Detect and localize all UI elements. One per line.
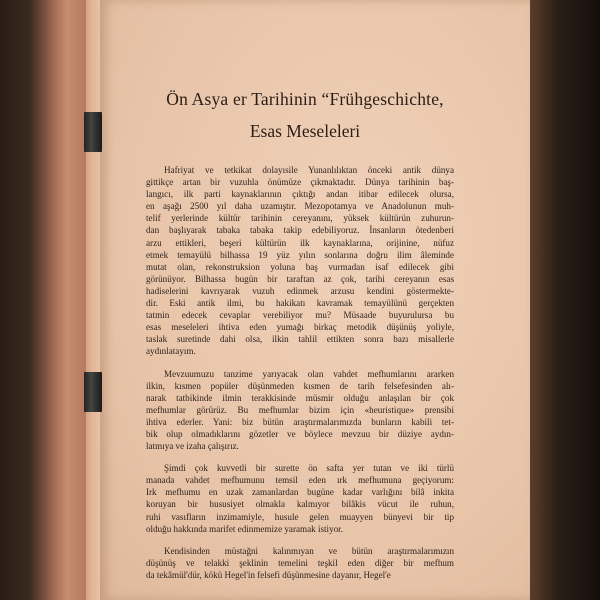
text-line: da tekâmül'dür, kökü Hegel'in felsefi düşünmesine dayanır, Hegel'e	[146, 569, 391, 580]
text-line: arzu ettikleri, beşeri kültürün ilk kaynaklarına, orijinine, nüfuz	[146, 237, 454, 248]
text-line: hadiselerini kavrıyarak vuzuh edinmek arzusu kendini göstermekte-	[146, 285, 454, 296]
text-line: tatmin edecek cevaplar verebiliyor mu? Müsaade buyurulursa bu	[146, 310, 454, 321]
text-line: koruyan bir hususiyet olmakla kalmıyor bilâkis vücut ile ruhun,	[146, 499, 454, 510]
text-line: mutat olan, rekonstruksion yoluna baş vurmadan isaf edilecek gibi	[146, 261, 454, 272]
text-line: narak tatbikinde ilmin terakkisinde müsmir olduğu anlaşılan bir çok	[146, 392, 454, 403]
text-line: etmek temayülü bilhassa 19 yüz yılın sonlarına doğru ilim âleminde	[146, 249, 454, 260]
text-line: esas meseleleri ihtiva eden yumağı birkaç metodik düşünüş yoliyle,	[146, 322, 454, 333]
paragraph	[146, 164, 454, 358]
binding-staple-top	[84, 112, 102, 152]
text-line: bik olup olmadıklarını gözetler ve böylece mevzuu bir düziye aydın-	[146, 428, 454, 439]
text-line: aydınlatayım.	[146, 346, 196, 357]
binding-strip	[86, 0, 100, 600]
text-line: taslak suretinde dahi olsa, ilkin tahlil ettikten sonra bazı misallerle	[146, 334, 454, 345]
text-line: ruhi vasıfların inzimamiyle, husule gelen muayyen bünyevi bir tip	[146, 511, 454, 522]
text-line: gittikçe artan bir vuzuhla önümüze çıkmaktadır. Dünya tarihinin baş-	[146, 177, 454, 188]
page-edge-shadow	[530, 0, 600, 600]
text-line: mefhumlar görürüz. Bu mefhumlar bizim için «heuristique» prensibi	[146, 404, 454, 415]
text-line: Irk mefhumu en uzak zamanlardan bugüne kadar varlığını bilâ inkita	[146, 487, 454, 498]
text-line: dan başlıyarak tabaka tabaka takip edebiliyoruz. İnsanların ötedenberi	[146, 225, 454, 236]
book-spine	[0, 0, 86, 600]
text-line: görünüyor. Bilhassa bugün bir taraftan az çok, tarihi cereyanın esas	[146, 273, 454, 284]
text-line: düşünüş ve telakki şeklinin temelini teşkil eden diğer bir mefhum	[146, 557, 454, 568]
text-line: ihtiva ederler. Yani: biz bütün araştırmalarımızda bunların kabili tet-	[146, 416, 454, 427]
paragraph	[146, 462, 454, 535]
body-text	[146, 164, 454, 581]
text-line: olduğu hakkında marifet edinmemize yaramak istiyor.	[146, 523, 343, 534]
text-line: dir. Eski antik ilmi, bu hakikatı kavramak temayülünü gerçekten	[146, 298, 454, 309]
text-line: Mevzuumuzu tanzime yarıyacak olan vahdet mefhumlarını ararken	[164, 368, 454, 379]
chapter-title	[120, 88, 490, 142]
text-line: manada vahdet mefhumunu temsil eden ırk mefhumuna geçiyorum:	[146, 475, 454, 486]
text-line: Şimdi çok kuvvetli bir surette ön safta yer tutan ve iki türlü	[164, 463, 454, 474]
paragraph	[146, 545, 454, 581]
paragraph	[146, 368, 454, 453]
text-line: Kendisinden müstağni kalınmıyan ve bütün araştırmalarımızın	[164, 545, 454, 556]
text-line: langıcı, ilk parti kaynaklarının çıktığı andan itibar edilecek olursa,	[146, 189, 454, 200]
text-line: Hafriyat ve tetkikat dolayısile Yunanlılıktan önceki antik dünya	[164, 165, 454, 175]
text-line: en aşağı 2500 yıl daha uzamıştır. Mezopotamya ve Anadolunun muh-	[146, 201, 454, 212]
text-line: ilkin, kısmen popüler düşünmeden kısmen de tarih felsefesinden alı-	[146, 380, 454, 391]
text-line: latmıya ve izaha çalışırız.	[146, 441, 239, 452]
title-line-2: Esas Meseleleri	[249, 121, 361, 141]
title-line-1: Ön Asya er Tarihinin “Frühgeschichte,	[166, 89, 444, 109]
text-line: telif yerlerinde kültür tarihinin cereyanını, yüksek kültürün zuhurun-	[146, 213, 454, 224]
binding-staple-bottom	[84, 372, 102, 412]
